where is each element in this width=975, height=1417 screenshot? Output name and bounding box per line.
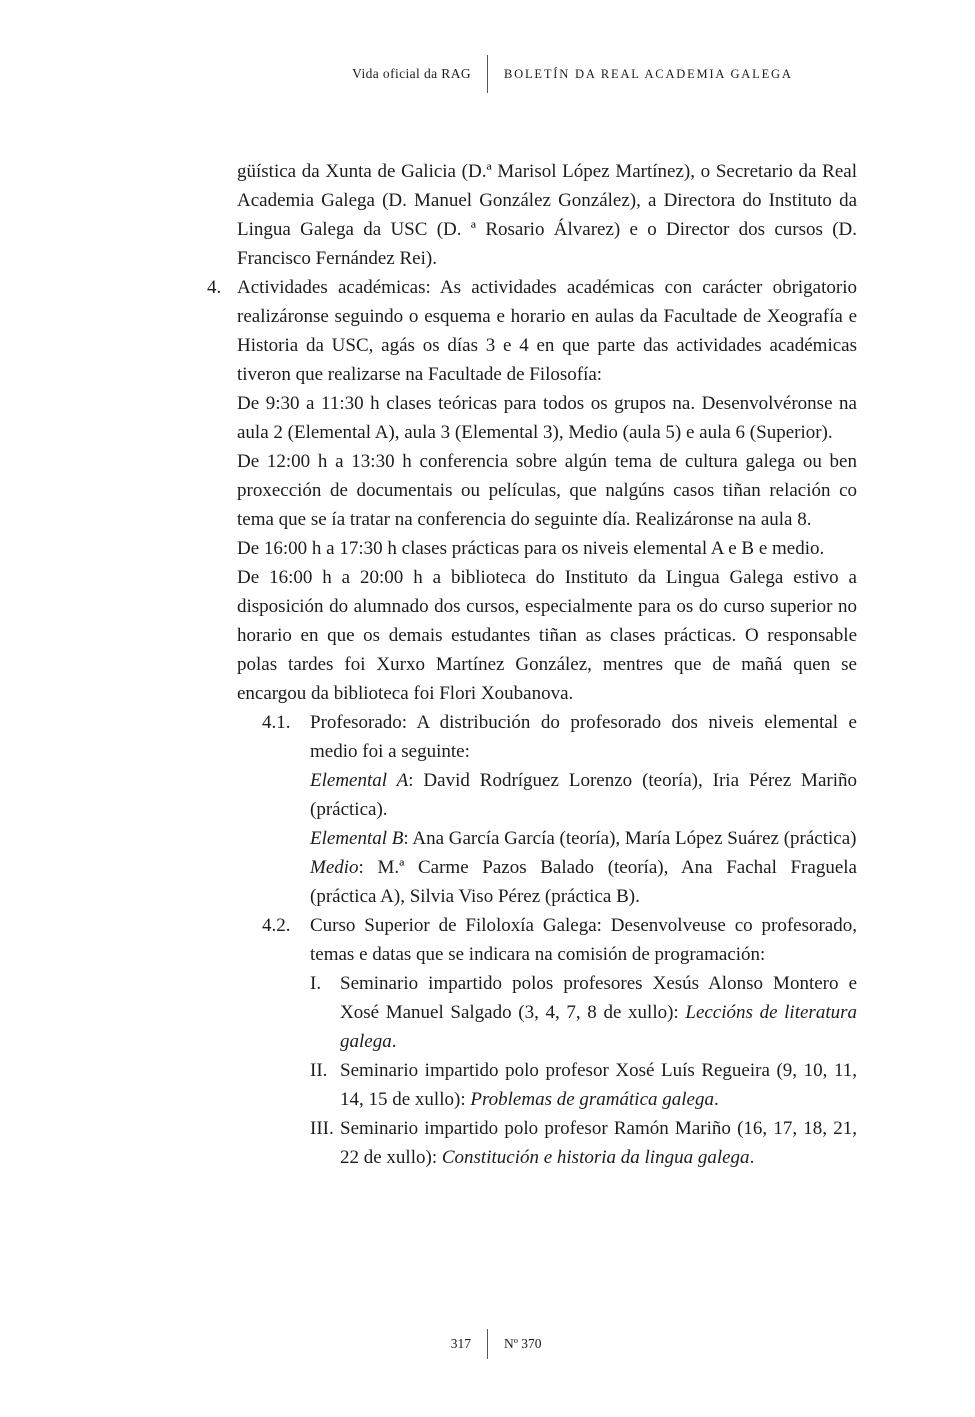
item-4-paragraph-3: De 12:00 h a 13:30 h conferencia sobre algún tema de cultura galega ou ben proxección de documentais ou películas, que nalgúns casos tiñan relación co tema que se ía tratar na conferencia do seguinte día. Realizáronse na aula 8. — [237, 451, 857, 530]
list-item-4-1 — [237, 708, 857, 911]
seminar-2-numeral: II. — [310, 1060, 328, 1081]
level-detail: : M.ª Carme Pazos Balado (teoría), Ana Fachal Fraguela (práctica A), Silvia Viso Pérez (práctica B). — [310, 857, 857, 907]
item-4-1-intro: Profesorado: A distribución do profesorado dos niveis elemental e medio foi a seguinte: — [310, 712, 857, 762]
seminar-1-text — [340, 969, 857, 1056]
item-4-2-number: 4.2. — [262, 915, 291, 936]
seminar-end: . — [713, 1089, 719, 1110]
page-number: 317 — [450, 1336, 471, 1351]
seminar-item-1 — [310, 969, 857, 1056]
item-4-1-number: 4.1. — [262, 712, 291, 733]
item-4-paragraph-5: De 16:00 h a 20:00 h a biblioteca do Instituto da Lingua Galega estivo a disposición do alumnado dos cursos, especialmente para os do curso superior no horario en que os demais estudantes tiñan as clases prácticas. O responsable polas tardes foi Xurxo Martínez González, mentres que de mañá quen se encargou da biblioteca foi Flori Xoubanova. — [237, 567, 857, 704]
level-detail: : David Rodríguez Lorenzo (teoría), Iria Pérez Mariño (práctica). — [310, 770, 857, 820]
list-item-4 — [207, 273, 857, 708]
seminar-title-italic: Constitución e historia da lingua galega — [441, 1147, 750, 1168]
seminar-item-2 — [310, 1056, 857, 1114]
level-name-italic: Elemental B — [310, 828, 404, 849]
level-name-italic: Medio — [310, 857, 359, 878]
item-4-paragraph-4: De 16:00 h a 17:30 h clases prácticas para os niveis elemental A e B e medio. — [237, 538, 825, 559]
seminar-end: . — [749, 1147, 755, 1168]
item-4-number: 4. — [207, 277, 222, 298]
seminar-title-italic: Leccións de literatura galega — [340, 1002, 857, 1052]
seminar-item-3 — [310, 1114, 857, 1172]
list-item-4-2 — [237, 911, 857, 1172]
item-4-2-intro: Curso Superior de Filoloxía Galega: Desenvolveuse co profesorado, temas e datas que se indicara na comisión de programación: — [310, 915, 857, 965]
seminar-description: Seminario impartido polo profesor Ramón Mariño (16, 17, 18, 21, 22 de xullo): — [340, 1118, 857, 1168]
seminar-1-numeral: I. — [310, 973, 322, 994]
header-section-title: Vida oficial da RAG — [352, 66, 471, 81]
seminar-2-text — [340, 1056, 857, 1114]
paragraph-continuation: güística da Xunta de Galicia (D.ª Marisol López Martínez), o Secretario da Real Academia Galega (D. Manuel González González), a Directora do Instituto da Lingua Galega da USC (D. ª Rosario Álvarez) e o Director dos cursos (D. Francisco Fernández Rei). — [237, 161, 857, 269]
seminar-3-numeral: III. — [310, 1118, 334, 1139]
seminar-end: . — [391, 1031, 397, 1052]
item-4-paragraph-1: Actividades académicas: As actividades académicas con carácter obrigatorio realizáronse seguindo o esquema e horario en aulas da Facultade de Xeografía e Historia da USC, agás os días 3 e 4 en que parte das actividades académicas tiveron que realizarse na Facultade de Filosofía: — [237, 277, 857, 385]
page-footer — [0, 1328, 975, 1360]
item-4-1-line-elemental-b — [310, 824, 857, 853]
page-header — [0, 55, 975, 93]
issue-number: Nº 370 — [504, 1336, 542, 1351]
seminar-description: Seminario impartido polo profesor Xosé Luís Regueira (9, 10, 11, 14, 15 de xullo): — [340, 1060, 857, 1110]
header-journal-title: BOLETÍN DA REAL ACADEMIA GALEGA — [504, 66, 793, 81]
page-content — [207, 157, 857, 1172]
seminar-title-italic: Problemas de gramática galega — [470, 1089, 714, 1110]
item-4-1-line-medio — [310, 853, 857, 911]
level-name-italic: Elemental A — [310, 770, 409, 791]
seminar-3-text — [340, 1114, 857, 1172]
item-4-paragraph-2: De 9:30 a 11:30 h clases teóricas para todos os grupos na. Desenvolvéronse na aula 2 (Elemental A), aula 3 (Elemental 3), Medio (aula 5) e aula 6 (Superior). — [237, 393, 857, 443]
level-detail: : Ana García García (teoría), María López Suárez (práctica) — [403, 828, 857, 849]
seminar-description: Seminario impartido polos profesores Xesús Alonso Montero e Xosé Manuel Salgado (3, 4, 7, 8 de xullo): — [340, 973, 857, 1023]
item-4-1-line-elemental-a — [310, 766, 857, 824]
